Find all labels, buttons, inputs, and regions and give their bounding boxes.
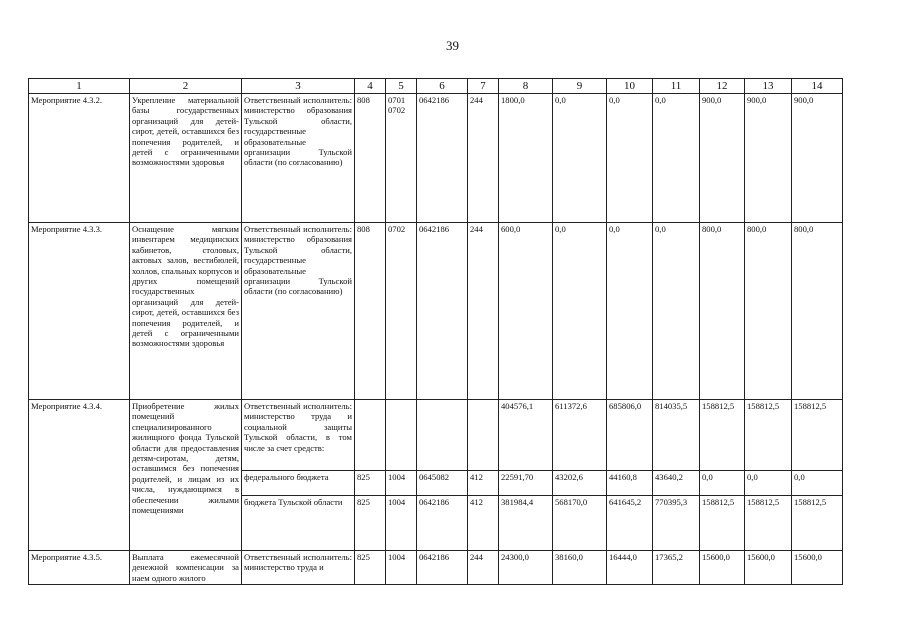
header-cell: 13 — [745, 79, 792, 94]
cell-amount: 600,0 — [499, 223, 553, 400]
cell-amount: 15600,0 — [700, 551, 745, 585]
cell-amount: 158812,5 — [792, 400, 843, 471]
cell-amount: 24300,0 — [499, 551, 553, 585]
cell-amount: 0,0 — [653, 223, 700, 400]
cell-amount: 0,0 — [745, 471, 792, 496]
program-measures-table — [28, 78, 843, 585]
cell-amount: 158812,5 — [700, 496, 745, 551]
cell-amount: 900,0 — [792, 94, 843, 223]
funding-source: бюджета Тульской области — [242, 496, 355, 551]
measure-description: Приобретение жилых помещений специализированного жилищного фонда Тульской области для предоставления детям-сиротам, детям, оставшимся без попечения родителей, и лицам из их числа, нуждающимся в обеспечении жилыми помещениями — [130, 400, 242, 551]
measure-description: Оснащение мягким инвентарем медицинских кабинетов, столовых, актовых залов, вестибюлей, холлов, спальных корпусов и других помещений государственных организаций для детей-сирот, детей, оставшихся без попечения родителей, и детей с ограниченными возможностями здоровья — [130, 223, 242, 400]
cell-amount: 158812,5 — [745, 496, 792, 551]
header-cell: 2 — [130, 79, 242, 94]
header-cell: 10 — [607, 79, 653, 94]
page-number: 39 — [446, 38, 459, 53]
cell-amount: 900,0 — [745, 94, 792, 223]
measure-id: Мероприятие 4.3.2. — [29, 94, 130, 223]
table-row — [29, 551, 843, 585]
cell-amount: 0,0 — [653, 94, 700, 223]
cell-amount: 15600,0 — [745, 551, 792, 585]
cell-rzpr: 1004 — [386, 551, 417, 585]
cell-amount: 381984,4 — [499, 496, 553, 551]
header-row — [29, 79, 843, 94]
cell-csr: 0642186 — [417, 94, 468, 223]
measure-id: Мероприятие 4.3.5. — [29, 551, 130, 585]
funding-source: федерального бюджета — [242, 471, 355, 496]
cell-csr: 0642186 — [417, 223, 468, 400]
cell-grbs: 808 — [355, 223, 386, 400]
cell-amount: 568170,0 — [553, 496, 607, 551]
cell-amount: 641645,2 — [607, 496, 653, 551]
cell-vr: 244 — [468, 551, 499, 585]
cell-vr: 244 — [468, 223, 499, 400]
cell-csr: 0645082 — [417, 471, 468, 496]
cell-amount: 800,0 — [792, 223, 843, 400]
cell-grbs: 825 — [355, 471, 386, 496]
cell-vr: 244 — [468, 94, 499, 223]
table-row — [29, 94, 843, 223]
cell-amount: 15600,0 — [792, 551, 843, 585]
header-cell: 3 — [242, 79, 355, 94]
cell-amount: 0,0 — [700, 471, 745, 496]
cell-grbs — [355, 400, 386, 471]
cell-amount: 0,0 — [553, 94, 607, 223]
cell-rzpr: 1004 — [386, 496, 417, 551]
measure-description: Укрепление материальной базы государственных организаций для детей-сирот, детей, оставшихся без попечения родителей, и детей с ограниченными возможностями здоровья — [130, 94, 242, 223]
cell-vr — [468, 400, 499, 471]
cell-amount: 0,0 — [792, 471, 843, 496]
measure-executor: Ответственный исполнитель: министерство труда и социальной защиты Тульской области, в том числе за счет средств: — [242, 400, 355, 471]
header-cell: 11 — [653, 79, 700, 94]
cell-amount: 17365,2 — [653, 551, 700, 585]
measure-executor: Ответственный исполнитель: министерство образования Тульской области, государственные образовательные организации Тульской области (по согласованию) — [242, 223, 355, 400]
cell-amount: 16444,0 — [607, 551, 653, 585]
cell-csr: 0642186 — [417, 551, 468, 585]
measure-id: Мероприятие 4.3.4. — [29, 400, 130, 551]
cell-amount: 43202,6 — [553, 471, 607, 496]
measure-description: Выплата ежемесячной денежной компенсации за наем одного жилого — [130, 551, 242, 585]
cell-rzpr: 0702 — [386, 223, 417, 400]
cell-amount: 685806,0 — [607, 400, 653, 471]
cell-amount: 611372,6 — [553, 400, 607, 471]
measure-id: Мероприятие 4.3.3. — [29, 223, 130, 400]
cell-grbs: 825 — [355, 496, 386, 551]
cell-rzpr: 0701 0702 — [386, 94, 417, 223]
cell-amount: 900,0 — [700, 94, 745, 223]
header-cell: 8 — [499, 79, 553, 94]
cell-amount: 0,0 — [607, 94, 653, 223]
cell-amount: 158812,5 — [700, 400, 745, 471]
cell-amount: 800,0 — [700, 223, 745, 400]
header-cell: 14 — [792, 79, 843, 94]
cell-amount: 38160,0 — [553, 551, 607, 585]
cell-amount: 770395,3 — [653, 496, 700, 551]
cell-amount: 814035,5 — [653, 400, 700, 471]
table-row — [29, 223, 843, 400]
cell-rzpr — [386, 400, 417, 471]
cell-amount: 800,0 — [745, 223, 792, 400]
cell-amount: 158812,5 — [792, 496, 843, 551]
header-cell: 9 — [553, 79, 607, 94]
header-cell: 12 — [700, 79, 745, 94]
cell-rzpr: 1004 — [386, 471, 417, 496]
cell-csr — [417, 400, 468, 471]
header-cell: 5 — [386, 79, 417, 94]
cell-grbs: 825 — [355, 551, 386, 585]
header-cell: 6 — [417, 79, 468, 94]
measure-executor: Ответственный исполнитель: министерство образования Тульской области, государственные образовательные организации Тульской области (по согласованию) — [242, 94, 355, 223]
cell-vr: 412 — [468, 496, 499, 551]
cell-amount: 44160,8 — [607, 471, 653, 496]
header-cell: 1 — [29, 79, 130, 94]
cell-grbs: 808 — [355, 94, 386, 223]
cell-amount: 0,0 — [607, 223, 653, 400]
header-cell: 4 — [355, 79, 386, 94]
cell-amount: 158812,5 — [745, 400, 792, 471]
cell-amount: 1800,0 — [499, 94, 553, 223]
cell-vr: 412 — [468, 471, 499, 496]
header-cell: 7 — [468, 79, 499, 94]
cell-amount: 404576,1 — [499, 400, 553, 471]
cell-amount: 22591,70 — [499, 471, 553, 496]
cell-csr: 0642186 — [417, 496, 468, 551]
cell-amount: 0,0 — [553, 223, 607, 400]
table-row — [29, 400, 843, 471]
measure-executor: Ответственный исполнитель: министерство труда и — [242, 551, 355, 585]
cell-amount: 43640,2 — [653, 471, 700, 496]
